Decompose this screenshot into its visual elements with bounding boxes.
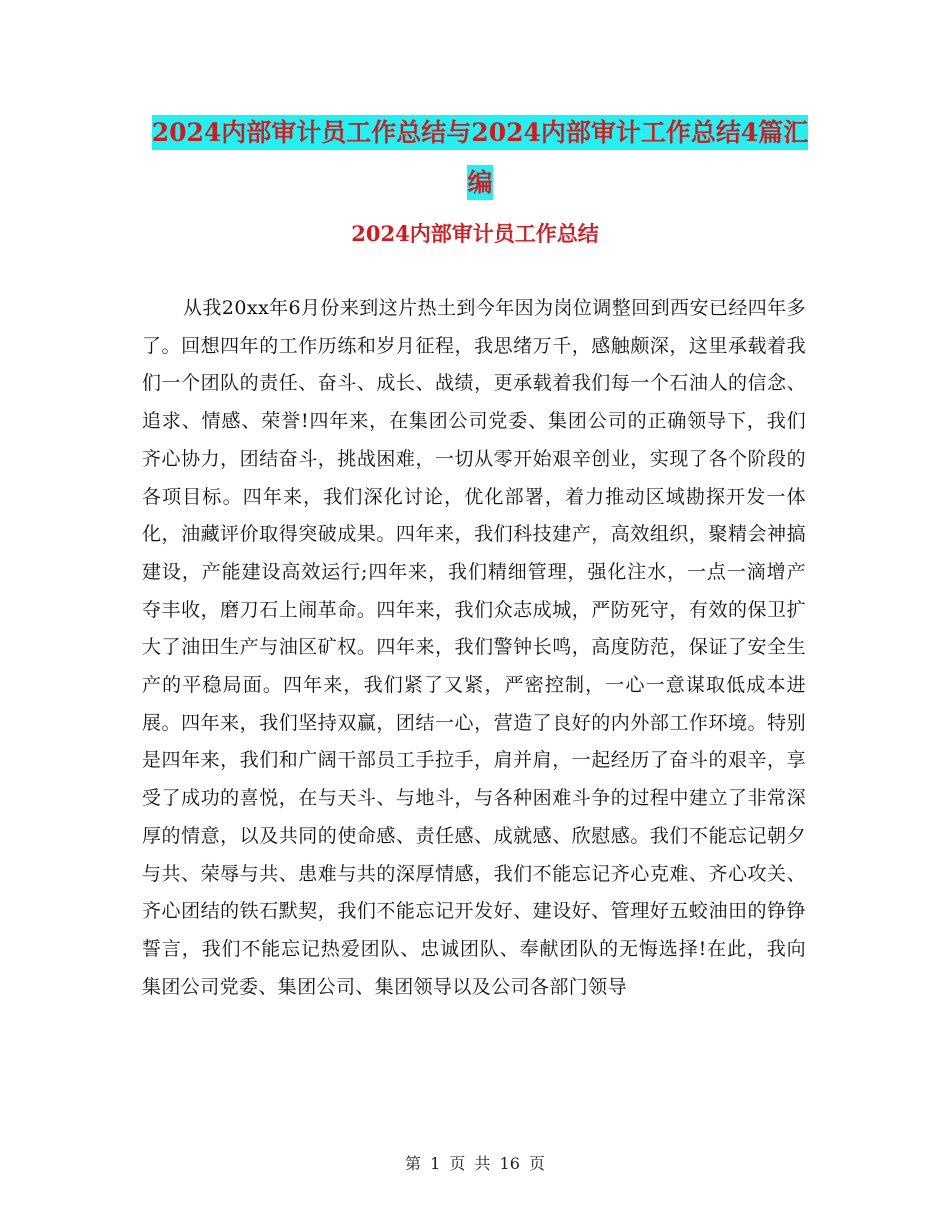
- section-title: 2024内部审计员工作总结: [351, 221, 599, 246]
- page-footer: 第 1 页 共 16 页: [405, 1154, 545, 1173]
- body-paragraph: 从我20xx年6月份来到这片热土到今年因为岗位调整回到西安已经四年多了。回想四年的工作历练和岁月征程，我思绪万千，感触颇深，这里承载着我们一个团队的责任、奋斗、成长、战绩，更承载着我们每一个石油人的信念、追求、情感、荣誉!四年来，在集团公司党委、集团公司的正确领导下，我们齐心协力，团结奋斗，挑战困难，一切从零开始艰辛创业，实现了各个阶段的各项目标。四年来，我们深化讨论，优化部署，着力推动区域勘探开发一体化，油藏评价取得突破成果。四年来，我们科技建产，高效组织，聚精会神搞建设，产能建设高效运行;四年来，我们精细管理，强化注水，一点一滴增产夺丰收，磨刀石上闹革命。四年来，我们众志成城，严防死守，有效的保卫扩大了油田生产与油区矿权。四年来，我们警钟长鸣，高度防范，保证了安全生产的平稳局面。四年来，我们紧了又紧，严密控制，一心一意谋取低成本进展。四年来，我们坚持双赢，团结一心，营造了良好的内外部工作环境。特别是四年来，我们和广阔干部员工手拉手，肩并肩，一起经历了奋斗的艰辛，享受了成功的喜悦，在与天斗、与地斗，与各种困难斗争的过程中建立了非常深厚的情意，以及共同的使命感、责任感、成就感、欣慰感。我们不能忘记朝夕与共、荣辱与共、患难与共的深厚情感，我们不能忘记齐心克难、齐心攻关、齐心团结的铁石默契，我们不能忘记开发好、建设好、管理好五蛟油田的铮铮誓言，我们不能忘记热爱团队、忠诚团队、奉献团队的无悔选择!在此，我向集团公司党委、集团公司、集团领导以及公司各部门领导: [142, 297, 806, 998]
- document-title: [140, 108, 820, 208]
- document-title-text: 2024内部审计员工作总结与2024内部审计工作总结4篇汇编: [152, 115, 809, 200]
